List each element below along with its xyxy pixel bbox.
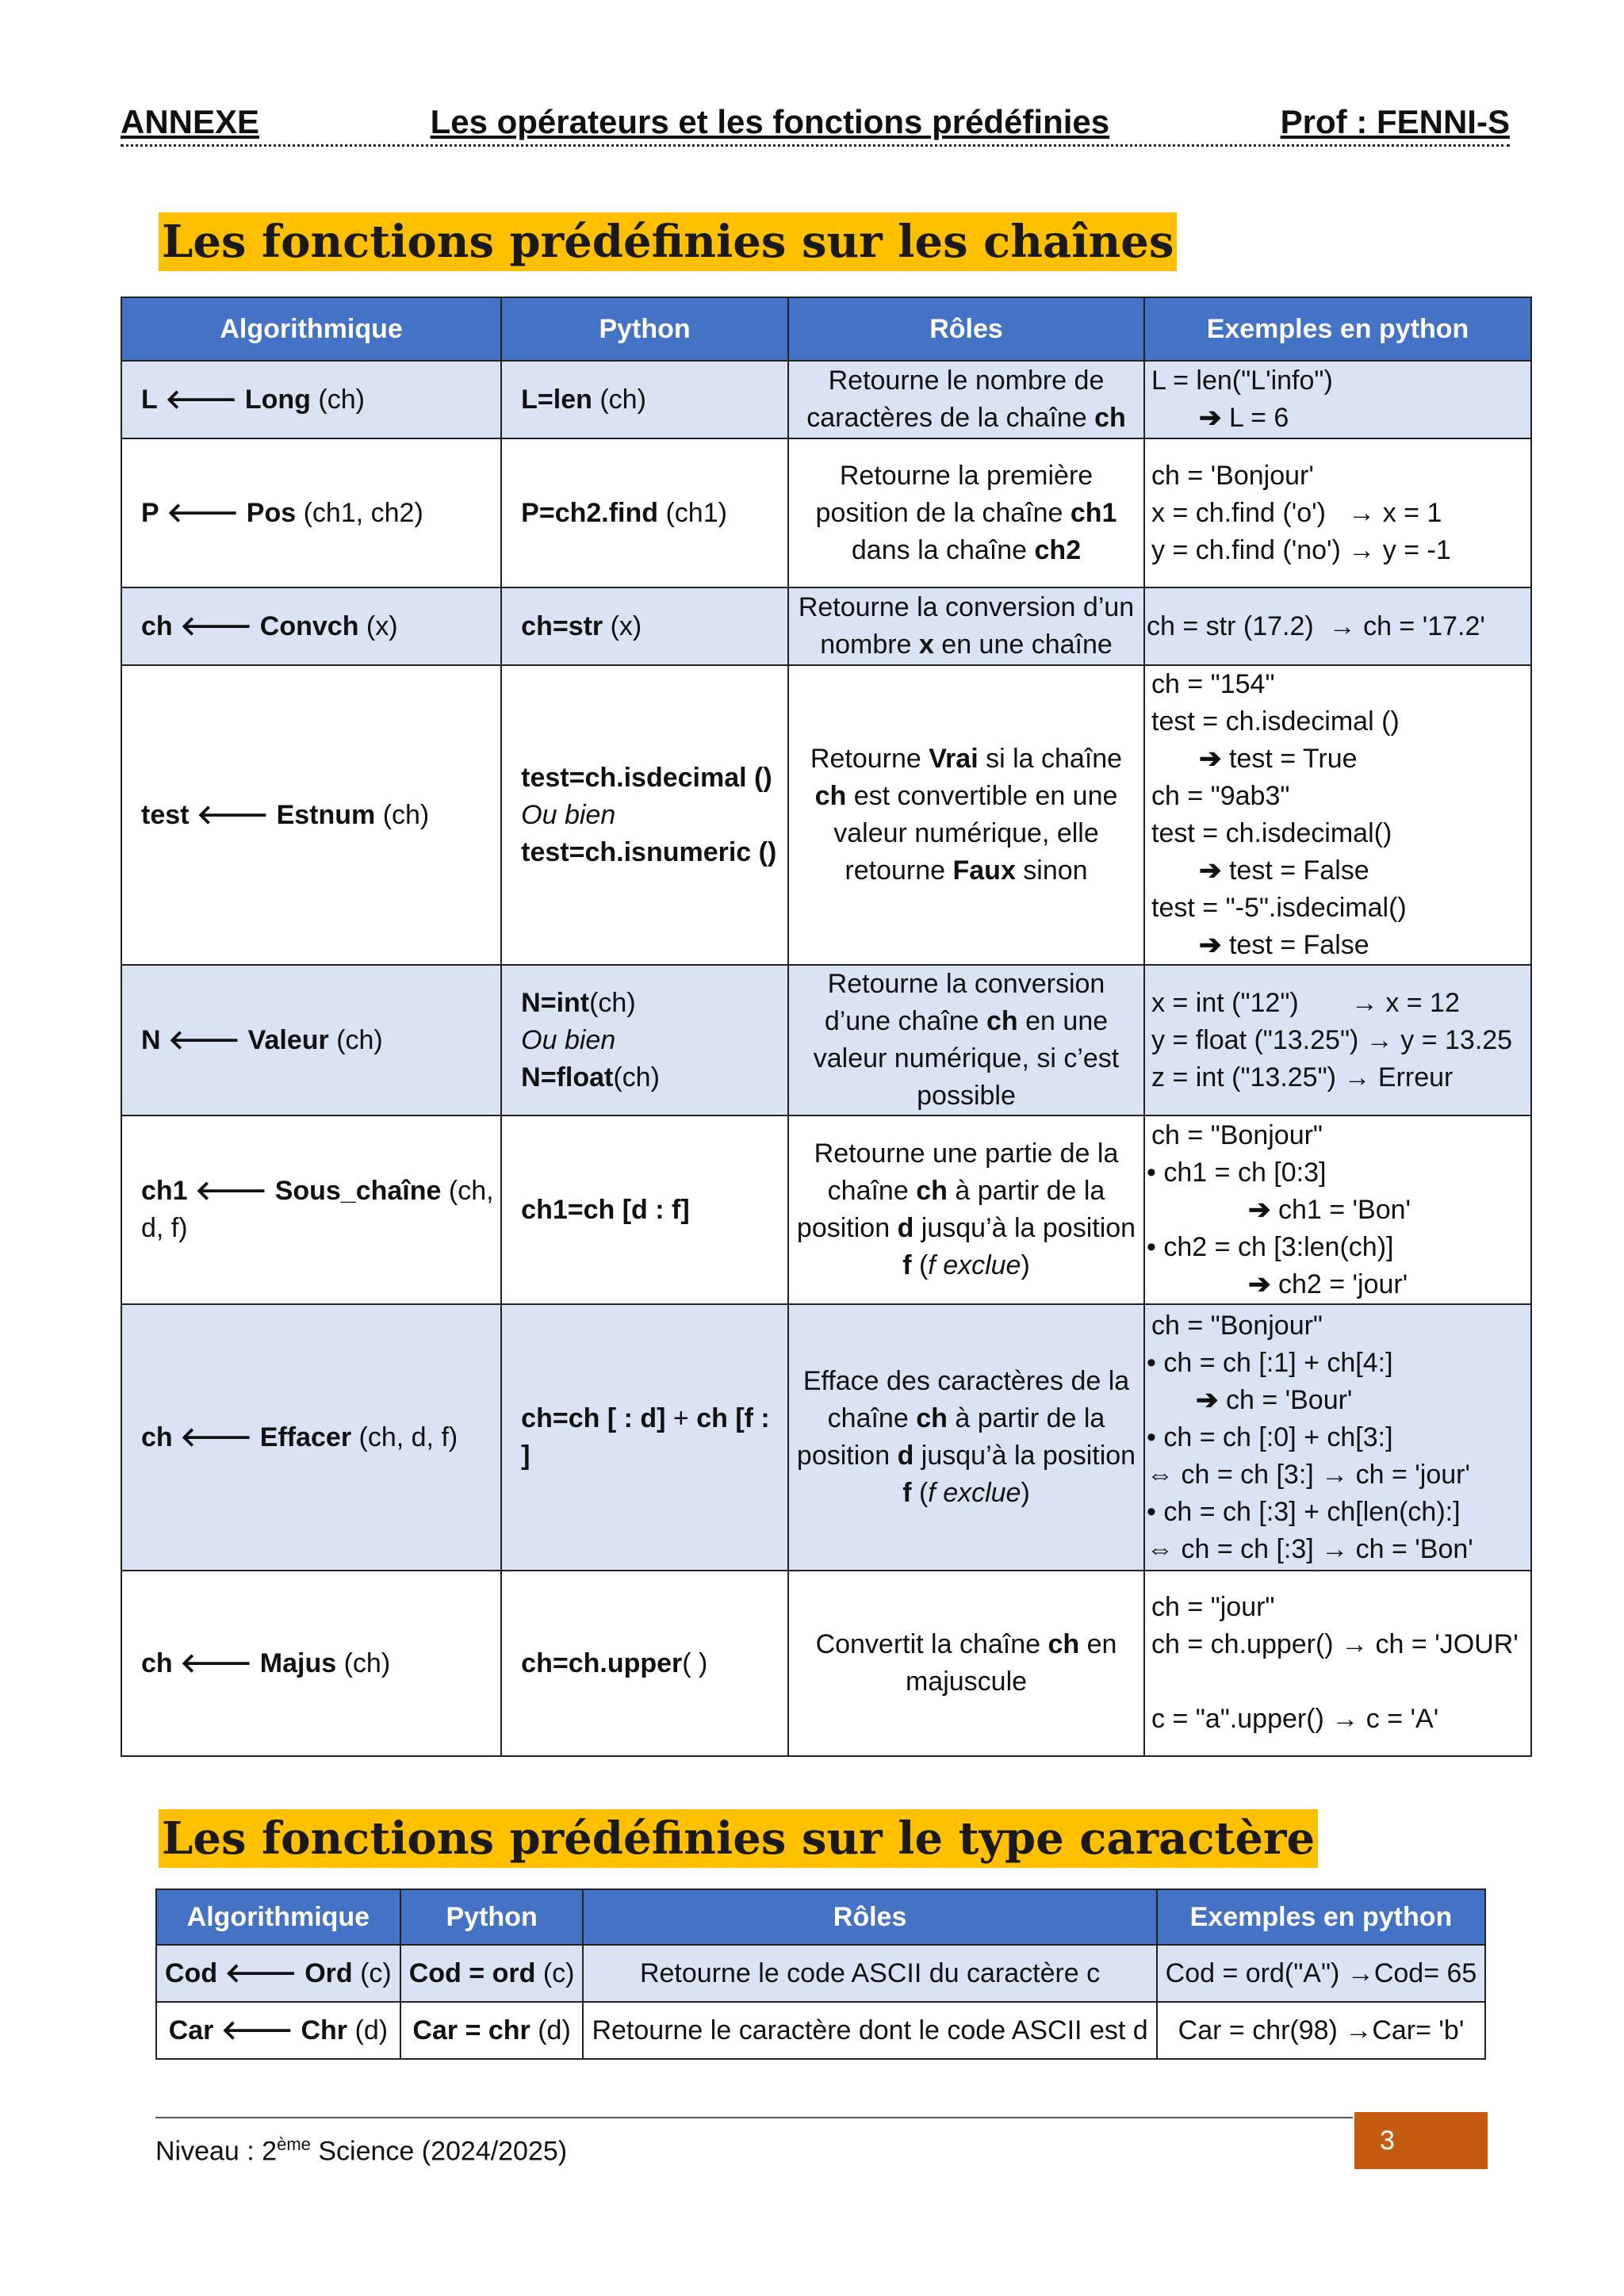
bullet-icon: • (1147, 1157, 1156, 1188)
footer-level: Niveau : 2ème Science (2024/2025) (155, 2134, 568, 2167)
col-header: Algorithmique (121, 297, 501, 361)
table-row (121, 361, 1531, 438)
algo-cell: N 🡐 Valeur (ch) (121, 965, 501, 1115)
algo-cell: ch 🡐 Convch (x) (121, 587, 501, 665)
table-row (121, 965, 1531, 1115)
table-row (121, 1571, 1531, 1756)
python-cell: ch1=ch [d : f] (501, 1115, 788, 1304)
python-cell: test=ch.isdecimal () Ou bien test=ch.isnumeric () (501, 665, 788, 965)
arrow-left-icon: 🡐 (195, 1176, 268, 1206)
python-cell: ch=ch.upper( ) (501, 1571, 788, 1756)
arrow-right-icon: ➔ (1248, 1194, 1271, 1225)
arrow-right-icon: ➔ (1199, 744, 1222, 774)
col-header: Python (501, 297, 788, 361)
header-left: ANNEXE (121, 103, 260, 140)
role-cell: Retourne la première position de la chaîne ch1 dans la chaîne ch2 (788, 438, 1144, 587)
bullet-icon: • (1147, 1347, 1156, 1378)
arrow-right-icon: → (1365, 1024, 1393, 1055)
role-cell: Retourne la conversion d’une chaîne ch en une valeur numérique, si c’est possible (788, 965, 1144, 1115)
table-header-row (121, 297, 1531, 361)
character-functions-table (155, 1888, 1486, 2060)
arrow-right-icon: ➔ (1248, 1269, 1271, 1299)
python-cell: Car = chr (d) (400, 2002, 584, 2059)
arrow-left-icon: 🡐 (165, 384, 238, 415)
arrow-right-icon: → (1343, 1062, 1371, 1093)
double-arrow-icon: ⇔ (1147, 1533, 1174, 1564)
role-cell: Retourne une partie de la chaîne ch à partir de la position d jusqu’à la position f (f exclue) (788, 1115, 1144, 1304)
table-row (121, 438, 1531, 587)
role-cell: Retourne Vrai si la chaîne ch est convertible en une valeur numérique, elle retourne Faux sinon (788, 665, 1144, 965)
section-title-strings: Les fonctions prédéfinies sur les chaînes (159, 212, 1177, 271)
arrow-left-icon: 🡐 (196, 799, 270, 830)
example-cell: Car = chr(98) →Car= 'b' (1157, 2002, 1486, 2059)
python-cell: L=len (ch) (501, 361, 788, 438)
arrow-right-icon: → (1346, 1957, 1374, 1988)
table-row (156, 1945, 1485, 2002)
algo-cell: test 🡐 Estnum (ch) (121, 665, 501, 965)
algo-cell: ch1 🡐 Sous_chaîne (ch, d, f) (121, 1115, 501, 1304)
double-arrow-icon: ⇔ (1147, 1459, 1174, 1490)
page-number: 3 (1354, 2112, 1488, 2169)
algo-cell: ch 🡐 Majus (ch) (121, 1571, 501, 1756)
table-row (156, 2002, 1485, 2059)
python-cell: ch=ch [ : d] + ch [f : ] (501, 1304, 788, 1571)
example-cell: Cod = ord("A") →Cod= 65 (1157, 1945, 1486, 2002)
arrow-right-icon: → (1348, 497, 1376, 528)
col-header: Rôles (583, 1889, 1156, 1945)
header-right: Prof : FENNI-S (1280, 103, 1510, 140)
arrow-right-icon: ➔ (1199, 403, 1222, 433)
arrow-right-icon: → (1321, 1459, 1349, 1490)
arrow-left-icon: 🡐 (224, 1957, 297, 1988)
arrow-right-icon: ➔ (1196, 1384, 1219, 1415)
algo-cell: P 🡐 Pos (ch1, ch2) (121, 438, 501, 587)
table-row (121, 587, 1531, 665)
algo-cell: ch 🡐 Effacer (ch, d, f) (121, 1304, 501, 1571)
strings-functions-table (121, 297, 1532, 1757)
role-cell: Efface des caractères de la chaîne ch à partir de la position d jusqu’à la position f (f exclue) (788, 1304, 1144, 1571)
arrow-left-icon: 🡐 (168, 1024, 241, 1055)
arrow-right-icon: → (1348, 534, 1376, 565)
example-cell: x = int ("12") → x = 12 y = float ("13.25") → y = 13.25 z = int ("13.25") → Erreur (1144, 965, 1531, 1115)
bullet-icon: • (1147, 1422, 1156, 1452)
role-cell: Convertit la chaîne ch en majuscule (788, 1571, 1144, 1756)
table-row (121, 1304, 1531, 1571)
algo-cell: L 🡐 Long (ch) (121, 361, 501, 438)
arrow-right-icon: → (1341, 1629, 1369, 1659)
python-cell: P=ch2.find (ch1) (501, 438, 788, 587)
arrow-right-icon: → (1331, 1704, 1359, 1734)
arrow-left-icon: 🡐 (220, 2015, 294, 2045)
table-row (121, 665, 1531, 965)
arrow-right-icon: → (1350, 987, 1378, 1018)
section-title-characters: Les fonctions prédéfinies sur le type caractère (159, 1809, 1318, 1868)
header-center: Les opérateurs et les fonctions prédéfinies (430, 103, 1110, 140)
role-cell: Retourne le nombre de caractères de la chaîne ch (788, 361, 1144, 438)
col-header: Rôles (788, 297, 1144, 361)
bullet-icon: • (1147, 1231, 1156, 1262)
col-header: Python (400, 1889, 584, 1945)
arrow-left-icon: 🡐 (180, 1422, 253, 1452)
python-cell: Cod = ord (c) (400, 1945, 584, 2002)
role-cell: Retourne la conversion d’un nombre x en une chaîne (788, 587, 1144, 665)
role-cell: Retourne le caractère dont le code ASCII est d (583, 2002, 1156, 2059)
algo-cell: Cod 🡐 Ord (c) (156, 1945, 400, 2002)
col-header: Algorithmique (156, 1889, 400, 1945)
footer-rule (155, 2117, 1353, 2118)
col-header: Exemples en python (1157, 1889, 1486, 1945)
example-cell: ch = str (17.2) → ch = '17.2' (1144, 587, 1531, 665)
table-row (121, 1115, 1531, 1304)
arrow-left-icon: 🡐 (167, 497, 239, 528)
arrow-right-icon: → (1345, 2015, 1373, 2045)
col-header: Exemples en python (1144, 297, 1531, 361)
arrow-right-icon: → (1321, 1533, 1349, 1564)
bullet-icon: • (1147, 1496, 1156, 1527)
role-cell: Retourne le code ASCII du caractère c (583, 1945, 1156, 2002)
table-header-row (156, 1889, 1485, 1945)
arrow-left-icon: 🡐 (180, 610, 253, 641)
example-cell: ch = "Bonjour" • ch1 = ch [0:3] ➔ ch1 = 'Bon' • ch2 = ch [3:len(ch)] ➔ ch2 = 'jour' (1144, 1115, 1531, 1304)
page-header (121, 95, 1510, 147)
arrow-right-icon: ➔ (1199, 855, 1222, 886)
arrow-right-icon: → (1328, 610, 1356, 641)
algo-cell: Car 🡐 Chr (d) (156, 2002, 400, 2059)
example-cell: L = len("L'info") ➔ L = 6 (1144, 361, 1531, 438)
arrow-left-icon: 🡐 (180, 1647, 253, 1678)
arrow-right-icon: ➔ (1199, 930, 1222, 960)
example-cell: ch = "jour" ch = ch.upper() → ch = 'JOUR' c = "a".upper() → c = 'A' (1144, 1571, 1531, 1756)
python-cell: N=int(ch) Ou bien N=float(ch) (501, 965, 788, 1115)
example-cell: ch = 'Bonjour' x = ch.find ('o') → x = 1 y = ch.find ('no') → y = -1 (1144, 438, 1531, 587)
python-cell: ch=str (x) (501, 587, 788, 665)
example-cell: ch = "Bonjour" • ch = ch [:1] + ch[4:] ➔ ch = 'Bour' • ch = ch [:0] + ch[3:] ⇔ ch = ch [3:] → ch = 'jour' • ch = ch [:3] + ch[len(ch):] ⇔ ch = ch [:3] → ch = 'Bon' (1144, 1304, 1531, 1571)
example-cell: ch = "154" test = ch.isdecimal () ➔ test = True ch = "9ab3" test = ch.isdecimal() ➔ test = False test = "-5".isdecimal() ➔ test = False (1144, 665, 1531, 965)
